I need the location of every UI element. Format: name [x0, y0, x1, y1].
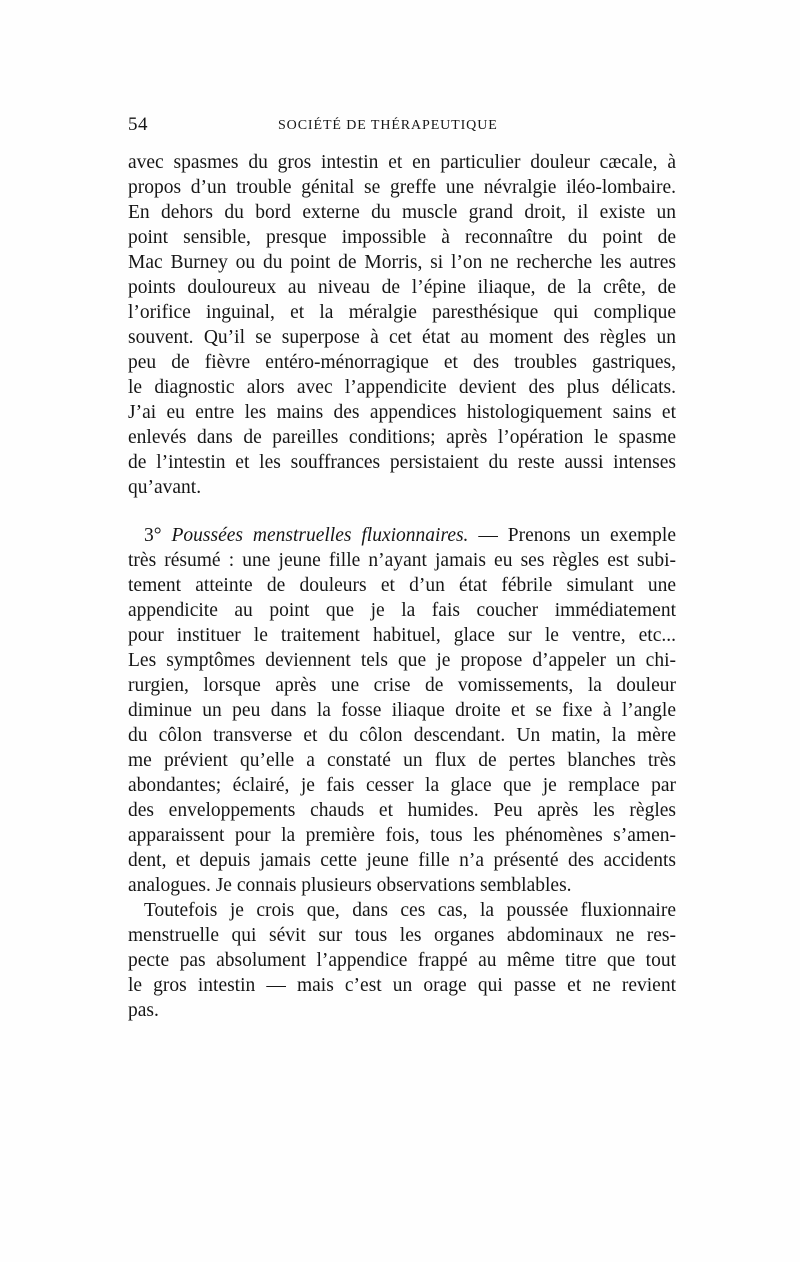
text-line: analogues. Je connais plusieurs observations semblables. [128, 875, 572, 896]
text-line: enlevés dans de pareilles conditions; après l’opération le spasme [128, 427, 676, 448]
text-line: menstruelle qui sévit sur tous les organes abdominaux ne res- [128, 925, 676, 946]
text-line: de l’intestin et les souffrances persistaient du reste aussi intenses [128, 452, 676, 473]
section-number: 3° [144, 525, 162, 546]
text-line: points douloureux au niveau de l’épine iliaque, de la crête, de [128, 277, 676, 298]
text-line: me prévient qu’elle a constaté un flux de pertes blanches très [128, 750, 676, 771]
text-line: appendicite au point que je la fais coucher immédiatement [128, 600, 676, 621]
text-line: pas. [128, 1000, 159, 1021]
text-line: Toutefois je crois que, dans ces cas, la poussée fluxionnaire [144, 900, 676, 921]
paragraph-gap [128, 500, 676, 523]
text-line: dent, et depuis jamais cette jeune fille n’a présenté des accidents [128, 850, 676, 871]
text-line: le gros intestin — mais c’est un orage qui passe et ne revient [128, 975, 676, 996]
paragraph-1 [128, 150, 676, 500]
text-line: Les symptômes deviennent tels que je propose d’appeler un chi- [128, 650, 676, 671]
text-line: des enveloppements chauds et humides. Peu après les règles [128, 800, 676, 821]
text-line: diminue un peu dans la fosse iliaque droite et se fixe à l’angle [128, 700, 676, 721]
text-line: pour instituer le traitement habituel, glace sur le ventre, etc... [128, 625, 676, 646]
header-title: SOCIÉTÉ DE THÉRAPEUTIQUE [278, 118, 498, 133]
text-line: point sensible, presque impossible à reconnaître du point de [128, 227, 676, 248]
text-line: apparaissent pour la première fois, tous les phénomènes s’amen- [128, 825, 676, 846]
text-line: peu de fièvre entéro-ménorragique et des troubles gastriques, [128, 352, 676, 373]
text-line: l’orifice inguinal, et la méralgie paresthésique qui complique [128, 302, 676, 323]
section-heading: Poussées menstruelles fluxionnaires. [171, 525, 469, 546]
text-line: abondantes; éclairé, je fais cesser la glace que je remplace par [128, 775, 676, 796]
text-line: tement atteinte de douleurs et d’un état fébrile simulant une [128, 575, 676, 596]
text-line: souvent. Qu’il se superpose à cet état au moment des règles un [128, 327, 676, 348]
running-head [128, 114, 674, 138]
paragraph-2 [128, 523, 676, 898]
text-line: du côlon transverse et du côlon descendant. Un matin, la mère [128, 725, 676, 746]
paragraph-3 [128, 898, 676, 1023]
text-line: propos d’un trouble génital se greffe une névralgie iléo-lombaire. [128, 177, 676, 198]
text-line: avec spasmes du gros intestin et en particulier douleur cæcale, à [128, 152, 676, 173]
text-line: qu’avant. [128, 477, 202, 498]
text-line: En dehors du bord externe du muscle grand droit, il existe un [128, 202, 676, 223]
text-line: Mac Burney ou du point de Morris, si l’on ne recherche les autres [128, 252, 676, 273]
page-number: 54 [128, 114, 148, 135]
section-heading-line [128, 523, 676, 548]
text-line: rurgien, lorsque après une crise de vomissements, la douleur [128, 675, 676, 696]
text-line: très résumé : une jeune fille n’ayant jamais eu ses règles est subi- [128, 550, 676, 571]
heading-line-rest: — Prenons un exemple [468, 525, 676, 546]
text-line: J’ai eu entre les mains des appendices histologiquement sains et [128, 402, 676, 423]
text-line: pecte pas absolument l’appendice frappé au même titre que tout [128, 950, 676, 971]
text-line: le diagnostic alors avec l’appendicite devient des plus délicats. [128, 377, 676, 398]
body-text [128, 150, 676, 1023]
